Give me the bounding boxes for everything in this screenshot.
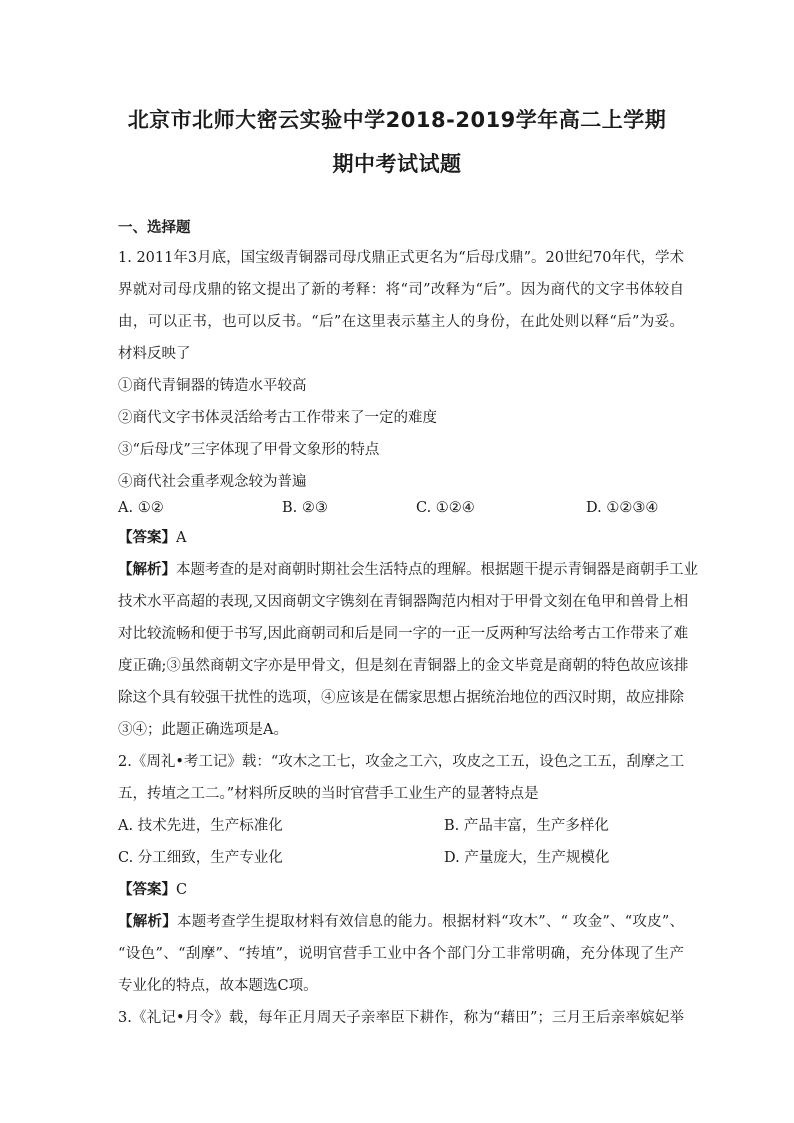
q1-item: ①商代青铜器的铸造水平较高	[118, 378, 307, 394]
page-title-line-1: 北京市北师大密云实验中学2018-2019学年高二上学期	[127, 108, 667, 132]
q1-stem-line: 由，可以正书，也可以反书。“后”在这里表示墓主人的身份，在此处则以释“后”为妥。	[118, 314, 684, 330]
q1-analysis-line: 技术水平高超的表现,又因商朝文字镌刻在青铜器陶范内相对于甲骨文刻在龟甲和兽骨上相	[118, 594, 689, 610]
analysis-tag: 【解析】	[118, 562, 176, 578]
q1-item: ③“后母戊”三字体现了甲骨文象形的特点	[118, 442, 380, 458]
q2-analysis-line: “设色”、“刮摩”、“抟埴”，说明官营手工业中各个部门分工非常明确，充分体现了生产	[118, 946, 684, 962]
q1-answer	[118, 528, 684, 548]
q1-stem-line: 材料反映了	[118, 346, 191, 362]
q1-option-c: C. ①②④	[416, 500, 475, 516]
q2-answer	[118, 880, 684, 900]
q1-analysis-line: ③④；此题正确选项是A。	[118, 722, 288, 738]
q1-item: ②商代文字书体灵活给考古工作带来了一定的难度	[118, 410, 437, 426]
q1-analysis-line: 对比较流畅和便于书写,因此商朝司和后是同一字的一正一反两种写法给考古工作带来了难	[118, 626, 689, 642]
analysis-tag: 【解析】	[118, 914, 177, 930]
q1-stem-line: 1. 2011年3月底，国宝级青铜器司母戊鼎正式更名为“后母戊鼎”。20世纪70年代，学术	[118, 250, 684, 266]
answer-tag: 【答案】	[118, 530, 176, 546]
q1-option-d: D. ①②③④	[586, 500, 659, 516]
page-title-line-2: 期中考试试题	[332, 152, 462, 176]
q1-item: ④商代社会重孝观念较为普遍	[118, 474, 307, 490]
q1-stem-line: 界就对司母戊鼎的铭文提出了新的考释：将“司”改释为“后”。因为商代的文字书体较自	[118, 282, 684, 298]
q2-stem-line: 五，抟埴之工二。”材料所反映的当时官营手工业生产的显著特点是	[118, 786, 539, 802]
q1-option-a: A. ①②	[118, 500, 164, 516]
section-heading: 一、选择题	[118, 220, 191, 236]
q3-stem-line: 3.《礼记•月令》载，每年正月周天子亲率臣下耕作，称为“藉田”；三月王后亲率嫔妃举	[118, 1010, 684, 1026]
answer-value: C	[176, 882, 188, 898]
q2-analysis-line: 专业化的特点，故本题选C项。	[118, 978, 318, 994]
q2-option-b: B. 产品丰富，生产多样化	[444, 818, 609, 834]
q2-stem-line: 2.《周礼•考工记》载：“攻木之工七，攻金之工六，攻皮之工五，设色之工五，刮摩之工	[118, 754, 685, 770]
answer-value: A	[176, 530, 187, 546]
q1-analysis-line: 【解析】本题考查的是对商朝时期社会生活特点的理解。根据题干提示青铜器是商朝手工业	[118, 562, 698, 578]
q2-analysis-line: 【解析】本题考查学生提取材料有效信息的能力。根据材料“攻木”、“ 攻金”、“攻皮”、	[118, 914, 685, 930]
q1-option-b: B. ②③	[282, 500, 328, 516]
q1-analysis-line: 除这个具有较强干扰性的选项，④应该是在儒家思想占据统治地位的西汉时期，故应排除	[118, 690, 684, 706]
q2-option-c: C. 分工细致，生产专业化	[118, 850, 283, 866]
q1-analysis-line: 度正确;③虽然商朝文字亦是甲骨文，但是刻在青铜器上的金文毕竟是商朝的特色故应该排	[118, 658, 689, 674]
q2-option-d: D. 产量庞大，生产规模化	[444, 850, 610, 866]
answer-tag: 【答案】	[118, 882, 176, 898]
q2-option-a: A. 技术先进，生产标准化	[118, 818, 283, 834]
